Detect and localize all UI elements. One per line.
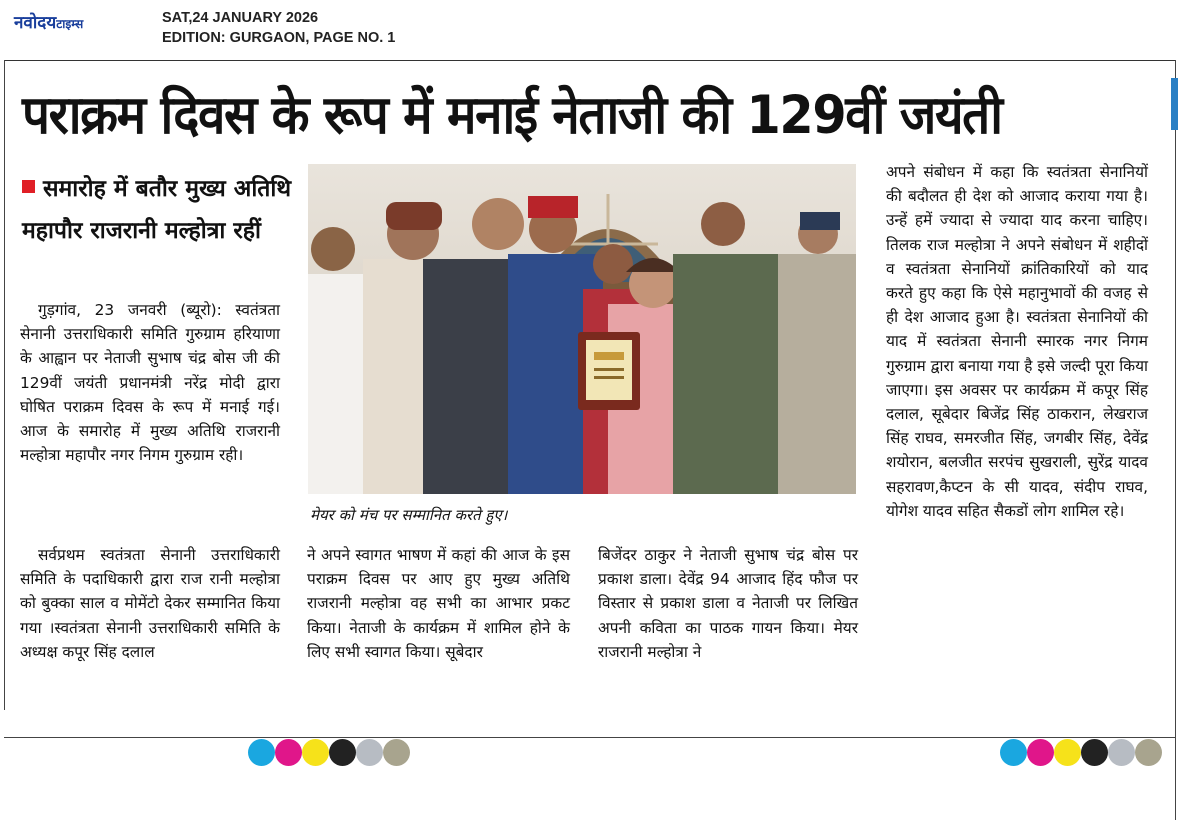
column-1-paragraph-2 — [20, 543, 280, 664]
masthead-bar — [0, 0, 1178, 60]
edition-meta — [162, 8, 395, 48]
logo-sub: टाइम्स — [56, 17, 84, 31]
paragraph: अपने संबोधन में कहा कि स्वतंत्रता सेनानियों की बदौलत ही देश को आजाद कराया गया है। उन्हें हमें ज्यादा से ज्यादा याद करना चाहिए। तिलक राज मल्होत्रा ने अपने संबोधन में शहीदों व स्वतंत्रता सेनानियों क्रांतिकारियों को याद करते हुए कहा कि ऐसे महानुभावों की वजह से ही देश आजाद हुआ है। स्वतंत्रता सेनानियों की याद में स्वतंत्रता सेनानी स्मारक नगर निगम गुरुग्राम द्वारा बनाया गया है इसे जल्दी पूरा किया जाएगा। इस अवसर पर कार्यक्रम में कपूर सिंह दलाल, सूबेदार बिजेंद्र सिंह ठाकरान, लेखराज सिंह राघव, समरजीत सिंह, जगबीर सिंह, देवेंद्र शयोरान, बलजीत सरपंच सुखराली, सुरेंद्र यादव सहरावण,कैप्टन के सी यादव, संदीप राघव, योगेश यादव सहित सैकडों लोग शामिल रहे। — [886, 163, 1148, 520]
registration-dot — [329, 739, 356, 766]
paragraph: सर्वप्रथम स्वतंत्रता सेनानी उत्तराधिकारी समिति के पदाधिकारी द्वारा राज रानी मल्होत्रा को बुक्का साल व मोमेंटो देकर सम्मानित किया गया ।स्वतंत्रता सेनानी उत्तराधिकारी समिति के अध्यक्ष कपूर सिंह दलाल — [20, 546, 280, 661]
registration-dot — [1054, 739, 1081, 766]
column-4 — [886, 160, 1148, 523]
registration-dot — [302, 739, 329, 766]
newspaper-logo — [14, 10, 83, 33]
date-line: SAT,24 JANUARY 2026 — [162, 10, 319, 26]
photo-caption: मेयर को मंच पर सम्मानित करते हुए। — [310, 506, 508, 524]
edition-line: EDITION: GURGAON, PAGE NO. 1 — [162, 30, 396, 46]
registration-dot — [1027, 739, 1054, 766]
registration-dot — [1108, 739, 1135, 766]
registration-marks-left — [248, 739, 418, 767]
paragraph: बिजेंदर ठाकुर ने नेताजी सुभाष चंद्र बोस पर प्रकाश डाला। देवेंद्र 94 आजाद हिंद फौज पर विस्तार से प्रकाश डाला व नेताजी पर लिखित अपनी कविता का पाठक गायन किया। मेयर राजरानी मल्होत्रा ने — [598, 546, 858, 661]
registration-marks-right — [1000, 739, 1170, 767]
registration-dot — [383, 739, 410, 766]
frame-left-border — [4, 60, 5, 710]
registration-dot — [1135, 739, 1162, 766]
column-1-paragraph-1 — [20, 298, 280, 467]
registration-dot — [1000, 739, 1027, 766]
paragraph: ने अपने स्वागत भाषण में कहां की आज के इस पराक्रम दिवस पर आए हुए मुख्य अतिथि राजरानी मल्होत्रा वह सभी का आभार प्रकट किया। नेताजी के कार्यक्रम में शामिल होने के लिए सभी स्वागत किया। सूबेदार — [307, 546, 570, 661]
registration-dot — [275, 739, 302, 766]
logo-main: नवोदय — [14, 13, 57, 33]
article-headline: पराक्रम दिवस के रूप में मनाई नेताजी की 129वीं जयंती — [22, 85, 1002, 146]
group-photo-illustration — [308, 164, 856, 494]
article-photo — [308, 164, 856, 494]
paragraph: गुड़गांव, 23 जनवरी (ब्यूरो): स्वतंत्रता सेनानी उत्तराधिकारी समिति गुरुग्राम हरियाणा के आह्वान पर नेताजी सुभाष चंद्र बोस जी की 129वीं जयंती प्रधानमंत्री नरेंद्र मोदी द्वारा घोषित पराक्रम दिवस के रूप में मनाई गई। आज के समारोह में मुख्य अतिथि राजरानी मल्होत्रा महापौर नगर निगम गुरुग्राम रही। — [20, 301, 280, 465]
registration-dot — [248, 739, 275, 766]
red-square-bullet-icon — [22, 180, 35, 193]
subhead-text: समारोह में बतौर मुख्य अतिथि महापौर राजरानी मल्होत्रा रहीं — [22, 176, 292, 244]
frame-bottom-border — [4, 737, 1176, 738]
column-3 — [598, 543, 858, 664]
registration-dot — [356, 739, 383, 766]
frame-right-border — [1175, 60, 1176, 820]
registration-dot — [1081, 739, 1108, 766]
column-2 — [307, 543, 570, 664]
edge-color-tab — [1171, 78, 1178, 130]
article-subhead — [22, 168, 292, 252]
